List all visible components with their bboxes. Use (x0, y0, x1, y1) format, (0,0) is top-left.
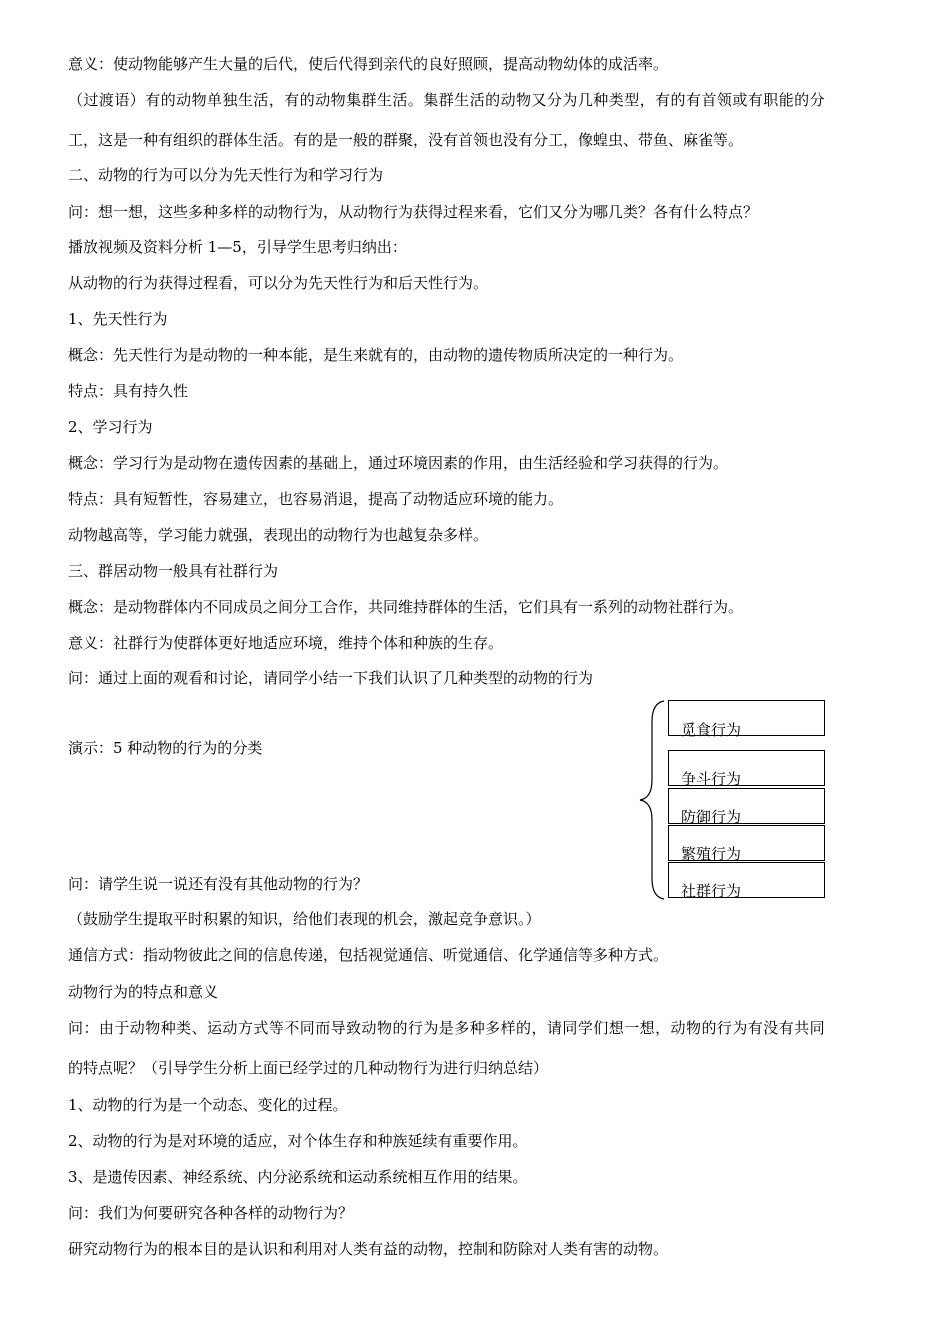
section-heading: 动物行为的特点和意义 (68, 983, 219, 1001)
text-line: 意义：社群行为使群体更好地适应环境，维持个体和种族的生存。 (68, 634, 504, 652)
text-line: 问：我们为何要研究各种各样的动物行为？ (68, 1204, 354, 1222)
text-line: 问：想一想，这些多种多样的动物行为，从动物行为获得过程来看，它们又分为哪几类？各有什么特点？ (68, 203, 759, 221)
text-line: 特点：具有持久性 (68, 382, 189, 400)
list-item: 2、动物的行为是对环境的适应，对个体生存和种族延续有重要作用。 (68, 1132, 528, 1150)
subsection-heading: 2、学习行为 (68, 418, 153, 436)
text-line: 概念：是动物群体内不同成员之间分工合作，共同维持群体的生活，它们具有一系列的动物社群行为。 (68, 598, 744, 616)
text-line: 通信方式：指动物彼此之间的信息传递，包括视觉通信、听觉通信、化学通信等多种方式。 (68, 946, 669, 964)
list-item: 3、是遗传因素、神经系统、内分泌系统和运动系统相互作用的结果。 (68, 1168, 528, 1186)
text-line: 播放视频及资料分析 1—5，引导学生思考归纳出： (68, 238, 407, 256)
curly-brace-icon (636, 700, 666, 900)
category-label: 觅食行为 (681, 721, 742, 739)
text-line: （过渡语）有的动物单独生活，有的动物集群生活。集群生活的动物又分为几种类型，有的有首领或有职能的分 (68, 91, 826, 109)
text-line: 意义：使动物能够产生大量的后代，使后代得到亲代的良好照顾，提高动物幼体的成活率。 (68, 55, 669, 73)
text-line: 概念：学习行为是动物在遗传因素的基础上，通过环境因素的作用，由生活经验和学习获得的行为。 (68, 454, 729, 472)
text-line: 的特点呢？（引导学生分析上面已经学过的几种动物行为进行归纳总结） (68, 1059, 549, 1077)
text-line: 演示：5 种动物的行为的分类 (68, 739, 263, 757)
text-line: 研究动物行为的根本目的是认识和利用对人类有益的动物，控制和防除对人类有害的动物。 (68, 1240, 669, 1258)
text-line: 概念：先天性行为是动物的一种本能，是生来就有的，由动物的遗传物质所决定的一种行为。 (68, 346, 684, 364)
category-label: 繁殖行为 (681, 845, 742, 863)
section-heading: 二、动物的行为可以分为先天性行为和学习行为 (68, 166, 384, 184)
section-heading: 三、群居动物一般具有社群行为 (68, 562, 279, 580)
text-line: 特点：具有短暂性，容易建立，也容易消退，提高了动物适应环境的能力。 (68, 490, 564, 508)
text-line: 问：请学生说一说还有没有其他动物的行为？ (68, 875, 369, 893)
text-line: （鼓励学生提取平时积累的知识，给他们表现的机会，激起竞争意识。） (68, 910, 541, 928)
category-label: 争斗行为 (681, 770, 742, 788)
subsection-heading: 1、先天性行为 (68, 310, 168, 328)
category-label: 社群行为 (681, 882, 742, 900)
list-item: 1、动物的行为是一个动态、变化的过程。 (68, 1096, 348, 1114)
text-line: 动物越高等，学习能力就强，表现出的动物行为也越复杂多样。 (68, 526, 489, 544)
text-line: 问：通过上面的观看和讨论，请同学小结一下我们认识了几种类型的动物的行为 (68, 669, 594, 687)
text-line: 问：由于动物种类、运动方式等不同而导致动物的行为是多种多样的，请同学们想一想，动物的行为有没有共同 (68, 1019, 826, 1037)
text-line: 工，这是一种有组织的群体生活。有的是一般的群聚，没有首领也没有分工，像蝗虫、带鱼、麻雀等。 (68, 131, 744, 149)
category-label: 防御行为 (681, 808, 742, 826)
text-line: 从动物的行为获得过程看，可以分为先天性行为和后天性行为。 (68, 274, 489, 292)
